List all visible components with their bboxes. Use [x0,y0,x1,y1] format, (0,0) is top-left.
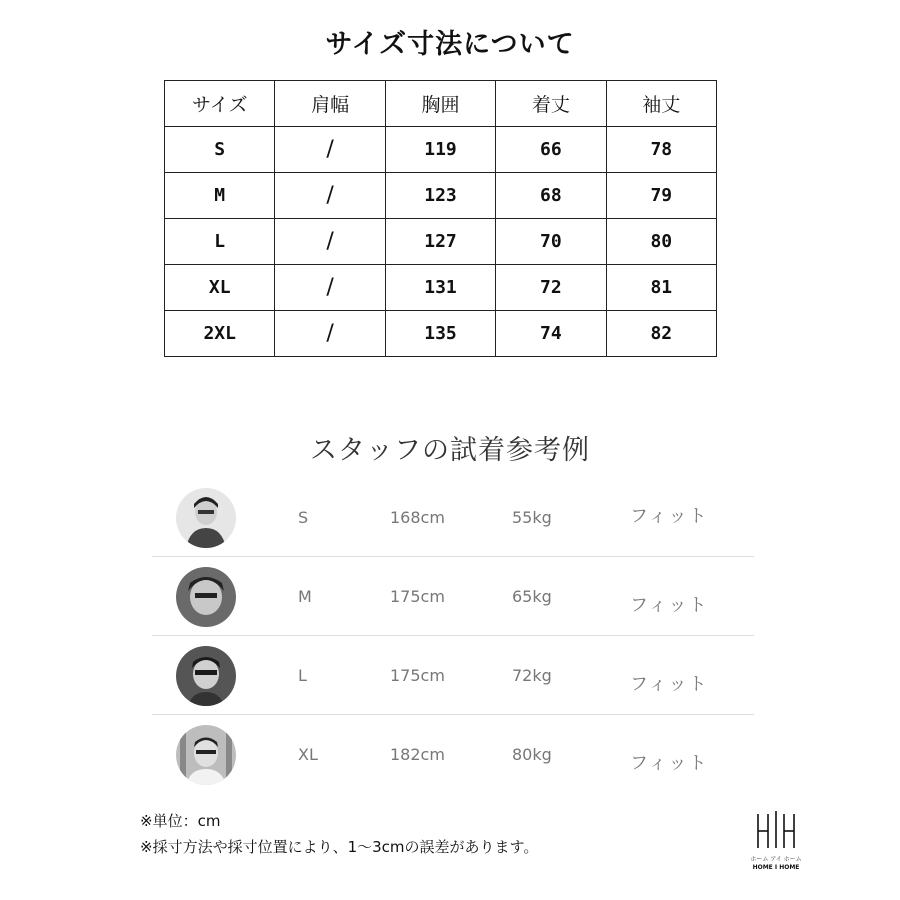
cell-size: 2XL [165,311,275,357]
person-photo-icon [176,646,236,706]
table-row [165,219,717,265]
cell-chest: 131 [385,265,495,311]
person-photo-icon [176,725,236,785]
cell-length: 70 [496,219,606,265]
person-photo-icon [176,567,236,627]
logo-wordmark: HOME I HOME [752,864,800,871]
cell-chest: 127 [385,219,495,265]
staff-section-title: スタッフの試着参考例 [310,435,590,466]
staff-size: L [298,666,307,685]
list-item [152,480,754,557]
staff-weight: 65kg [512,587,552,606]
staff-size: M [298,587,312,606]
table-row [165,127,717,173]
cell-shoulder: / [275,219,385,265]
page-title: サイズ寸法について [325,29,575,60]
avatar [176,567,236,627]
cell-sleeve: 80 [606,219,716,265]
staff-fit: フィット [630,753,709,774]
avatar [176,725,236,785]
cell-shoulder: / [275,265,385,311]
staff-fit: フィット [630,595,709,616]
staff-height: 175cm [390,587,445,606]
table-row [165,173,717,219]
header-shoulder: 肩幅 [275,81,385,127]
cell-size: XL [165,265,275,311]
cell-sleeve: 78 [606,127,716,173]
staff-height: 175cm [390,666,445,685]
cell-length: 68 [496,173,606,219]
cell-sleeve: 82 [606,311,716,357]
cell-chest: 135 [385,311,495,357]
header-length: 着丈 [496,81,606,127]
table-row [165,311,717,357]
note-error: ※採寸方法や採寸位置により、1～3cmの誤差があります。 [140,838,539,856]
header-size: サイズ [165,81,275,127]
avatar [176,646,236,706]
staff-list [152,480,754,795]
cell-shoulder: / [275,127,385,173]
cell-chest: 123 [385,173,495,219]
cell-sleeve: 81 [606,265,716,311]
staff-weight: 55kg [512,508,552,527]
list-item [152,717,754,793]
cell-chest: 119 [385,127,495,173]
cell-shoulder: / [275,311,385,357]
cell-size: M [165,173,275,219]
staff-weight: 72kg [512,666,552,685]
note-unit: ※単位：cm [140,812,221,830]
staff-size: XL [298,745,318,764]
cell-length: 72 [496,265,606,311]
size-table [164,80,717,357]
logo-katakana: ホーム アイ ホーム [750,856,802,863]
avatar [176,488,236,548]
cell-length: 74 [496,311,606,357]
brand-logo [746,810,806,878]
table-row [165,265,717,311]
staff-fit: フィット [630,506,709,527]
logo-fine-print [746,872,806,878]
header-sleeve: 袖丈 [606,81,716,127]
cell-size: L [165,219,275,265]
hih-logo-icon [754,810,798,850]
cell-sleeve: 79 [606,173,716,219]
person-photo-icon [176,488,236,548]
staff-weight: 80kg [512,745,552,764]
size-table-header-row [165,81,717,127]
staff-height: 182cm [390,745,445,764]
cell-length: 66 [496,127,606,173]
staff-height: 168cm [390,508,445,527]
list-item [152,559,754,636]
cell-shoulder: / [275,173,385,219]
list-item [152,638,754,715]
staff-fit: フィット [630,674,709,695]
cell-size: S [165,127,275,173]
header-chest: 胸囲 [385,81,495,127]
notes [140,808,538,860]
staff-size: S [298,508,309,527]
